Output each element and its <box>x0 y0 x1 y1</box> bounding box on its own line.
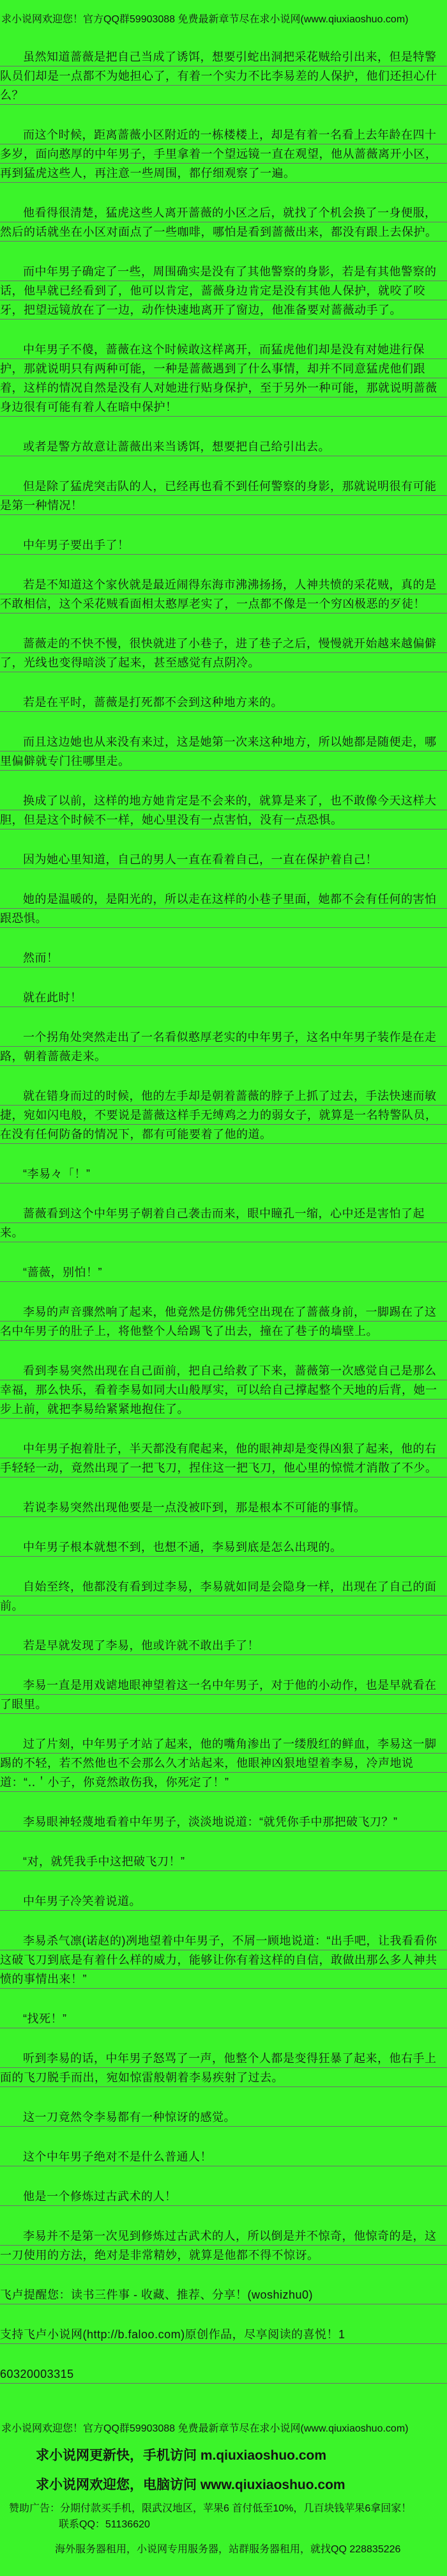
novel-paragraph: 然而！ <box>0 948 447 968</box>
novel-paragraph: 就在错身而过的时候，他的左手却是朝着蔷薇的脖子上抓了过去，手法快速而敏捷，宛如闪电般，不要说是蔷薇这样手无缚鸡之力的弱女子，就算是一名特警队员，在没有任何防备的情况下，都有可能要着了他的道。 <box>0 1086 447 1144</box>
footer-pc-url-line: 求小说网欢迎您，电脑访问 www.qiuxiaoshuo.com <box>36 2478 345 2492</box>
novel-reader-page <box>0 13 447 2576</box>
novel-paragraph: 李易眼神轻蔑地看着中年男子，淡淡地说道：“就凭你手中那把破飞刀？” <box>0 1812 447 1832</box>
novel-paragraph: 而这个时候，距离蔷薇小区附近的一栋楼楼上，却是有着一名看上去年龄在四十多岁，面向憨厚的中年男子，手里拿着一个望远镜一直在观望，他从蔷薇离开小区，再到猛虎这些人，再注意一些周围，都仔细观察了一遍。 <box>0 125 447 183</box>
novel-paragraph: 中年男子要出手了！ <box>0 536 447 555</box>
chapter-notices <box>0 2285 447 2384</box>
novel-paragraph: “找死！” <box>0 2009 447 2028</box>
novel-paragraph: 因为她心里知道，自己的男人一直在看着自己，一直在保护着自己！ <box>0 850 447 869</box>
novel-paragraph: 中年男子不傻，蔷薇在这个时候敢这样离开，而猛虎他们却是没有对她进行保护，那就说明只有两种可能，一种是蔷薇遇到了什么事情，却并不同意猛虎他们跟着，这样的情况自然是没有人对她进行贴身保护，至于另外一种可能，那就说明蔷薇身边很有可能有着人在暗中保护！ <box>0 340 447 417</box>
novel-paragraph: 中年男子冷笑着说道。 <box>0 1892 447 1911</box>
novel-paragraph: 而且这边她也从来没有来过，这是她第一次来这种地方，所以她都是随便走，哪里偏僻就专门往哪里走。 <box>0 732 447 771</box>
chapter-content <box>0 47 447 2265</box>
novel-paragraph: 若是早就发现了李易，他或许就不敢出手了！ <box>0 1636 447 1655</box>
novel-paragraph: 但是除了猛虎突击队的人，已经再也看不到任何警察的身影，那就说明很有可能是第一种情况！ <box>0 477 447 515</box>
footer-mobile-url-line: 求小说网更新快，手机访问 m.qiuxiaoshuo.com <box>36 2448 327 2463</box>
novel-paragraph: “蔷薇，别怕！” <box>0 1263 447 1282</box>
notice-line: 飞卢提醒您：读书三件事 - 收藏、推荐、分享！(woshizhu0) <box>0 2285 447 2304</box>
novel-paragraph: 就在此时！ <box>0 988 447 1007</box>
novel-paragraph: 他是一个修炼过古武术的人！ <box>0 2187 447 2206</box>
footer-welcome-banner: 求小说网欢迎您！官方QQ群59903088 免费最新章节尽在求小说网(www.qiuxiaoshuo.com) <box>1 2423 409 2434</box>
novel-paragraph: 自始至终，他都没有看到过李易，李易就如同是会隐身一样，出现在了自己的面前。 <box>0 1577 447 1616</box>
novel-paragraph: 若是在平时，蔷薇是打死都不会到这种地方来的。 <box>0 693 447 712</box>
novel-paragraph: 若是不知道这个家伙就是最近闹得东海市沸沸扬扬，人神共愤的采花贼，真的是不敢相信，这个采花贼看面相太憨厚老实了，一点都不像是一个穷凶极恶的歹徒！ <box>0 575 447 613</box>
novel-paragraph: 李易并不是第一次见到修炼过古武术的人，所以倒是并不惊奇，他惊奇的是，这一刀使用的方法，绝对是非常精妙，就算是他都不得不惊讶。 <box>0 2226 447 2265</box>
notice-line: 支持飞卢小说网(http://b.faloo.com)原创作品，尽享阅读的喜悦！1 <box>0 2325 447 2344</box>
novel-paragraph: 换成了以前，这样的地方她肯定是不会来的，就算是来了，也不敢像今天这样大胆，但是这个时候不一样，她心里没有一点害怕，没有一点恐惧。 <box>0 791 447 829</box>
novel-paragraph: 中年男子根本就想不到，也想不通，李易到底是怎么出现的。 <box>0 1538 447 1557</box>
novel-paragraph: 一个拐角处突然走出了一名看似憨厚老实的中年男子，这名中年男子装作是在走路，朝着蔷薇走来。 <box>0 1028 447 1066</box>
novel-paragraph: 李易一直是用戏谑地眼神望着这一名中年男子，对于他的小动作，也是早就看在了眼里。 <box>0 1676 447 1714</box>
sponsor-ad-contact-qq: 联系QQ：51136620 <box>59 2519 150 2530</box>
novel-paragraph: 看到李易突然出现在自己面前，把自己给救了下来，蔷薇第一次感觉自己是那么幸福，那么快乐，看着李易如同大山般厚实，可以给自己撑起整个天地的后背，她一步上前，就把李易给紧紧地抱住了。 <box>0 1361 447 1419</box>
site-welcome-banner: 求小说网欢迎您！官方QQ群59903088 免费最新章节尽在求小说网(www.qiuxiaoshuo.com) <box>1 14 409 25</box>
server-rental-ad-line: 海外服务器租用，小说网专用服务器，站群服务器租用，就找QQ 228835226 <box>55 2544 401 2555</box>
novel-paragraph: 过了片刻，中年男子才站了起来，他的嘴角渗出了一缕殷红的鲜血，李易这一脚踢的不轻，若不然他也不会那么久才站起来，他眼神凶狠地望着李易，冷声地说道：“‥＇小子，你竟然敢伤我，你死定了！” <box>0 1734 447 1792</box>
novel-paragraph: 蔷薇走的不快不慢，很快就进了小巷子，进了巷子之后，慢慢就开始越来越偏僻了，光线也变得暗淡了起来，甚至感觉有点阴冷。 <box>0 634 447 672</box>
novel-paragraph: 若说李易突然出现他要是一点没被吓到，那是根本不可能的事情。 <box>0 1498 447 1517</box>
novel-paragraph: 或者是警方故意让蔷薇出来当诱饵，想要把自己给引出去。 <box>0 437 447 456</box>
novel-paragraph: 她的是温暖的，是阳光的，所以走在这样的小巷子里面，她都不会有任何的害怕跟恐惧。 <box>0 890 447 928</box>
novel-paragraph: “对，就凭我手中这把破飞刀！” <box>0 1852 447 1871</box>
novel-paragraph: 蔷薇看到这个中年男子朝着自己袭击而来，眼中瞳孔一缩，心中还是害怕了起来。 <box>0 1204 447 1242</box>
sponsor-ad-line: 赞助广告：分期付款买手机，限武汉地区，苹果6 首付低至10%，几百块钱苹果6拿回家！ <box>9 2503 412 2514</box>
novel-paragraph: “李易々「！” <box>0 1164 447 1184</box>
novel-paragraph: 李易杀气凛(诺赵的)冽地望着中年男子，不屑一顾地说道：“出手吧，让我看看你这破飞刀到底是有着什么样的威力，能够让你有着这样的自信，敢做出那么多人神共愤的事情出来！” <box>0 1931 447 1989</box>
novel-paragraph: 中年男子抱着肚子，半天都没有爬起来，他的眼神却是变得凶狠了起来，他的右手轻轻一动，竟然出现了一把飞刀，捏住这一把飞刀，他心里的惊慌才消散了不少。 <box>0 1439 447 1477</box>
novel-paragraph: 他看得很清楚，猛虎这些人离开蔷薇的小区之后，就找了个机会换了一身便服，然后的话就坐在小区对面点了一些咖啡，哪怕是看到蔷薇出来，都没有跟上去保护。 <box>0 203 447 242</box>
novel-paragraph: 这一刀竟然令李易都有一种惊讶的感觉。 <box>0 2108 447 2127</box>
novel-paragraph: 李易的声音骤然响了起来，他竟然是仿佛凭空出现在了蔷薇身前，一脚踢在了这名中年男子的肚子上，将他整个人给踢飞了出去，撞在了巷子的墙壁上。 <box>0 1302 447 1341</box>
notice-line: 60320003315 <box>0 2364 447 2384</box>
novel-paragraph: 而中年男子确定了一些，周围确实是没有了其他警察的身影，若是有其他警察的话，他早就已经看到了，他可以肯定，蔷薇身边肯定是没有其他人保护，就咬了咬牙，把望远镜放在了一边，动作快速地离开了窗边，他准备要对蔷薇动手了。 <box>0 262 447 320</box>
novel-paragraph: 虽然知道蔷薇是把自己当成了诱饵，想要引蛇出洞把采花贼给引出来，但是特警队员们却是一点都不为她担心了，有着一个实力不比李易差的人保护，他们还担心什么？ <box>0 47 447 105</box>
page-footer <box>0 2422 447 2557</box>
novel-paragraph: 听到李易的话，中年男子怒骂了一声，他整个人都是变得狂暴了起来，他右手上面的飞刀脱手而出，宛如惊雷般朝着李易疾射了过去。 <box>0 2049 447 2087</box>
novel-paragraph: 这个中年男子绝对不是什么普通人！ <box>0 2147 447 2166</box>
